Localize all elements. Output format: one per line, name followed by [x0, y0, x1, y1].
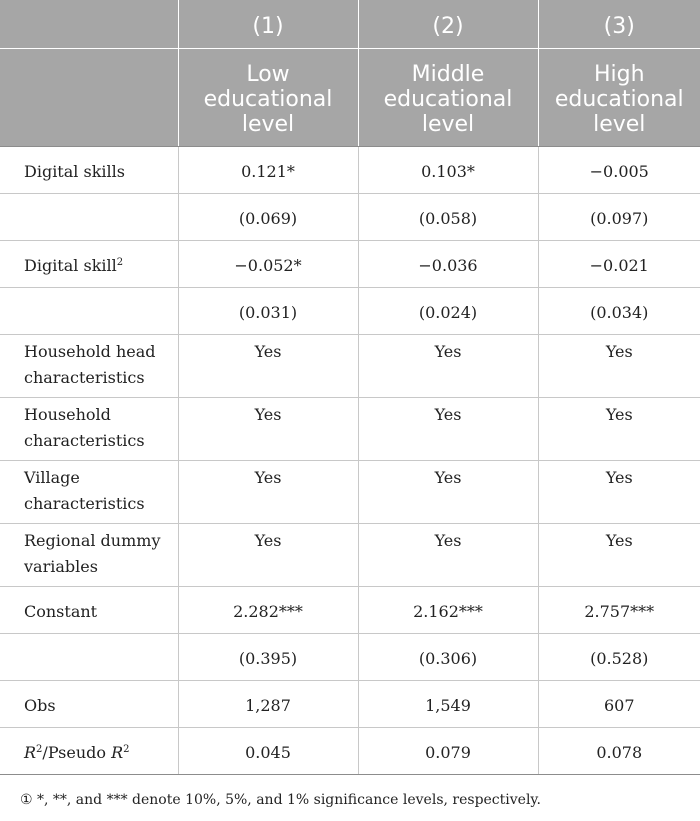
cell-value: Yes	[538, 524, 700, 587]
cell-value: 0.045	[178, 728, 358, 775]
table-row	[0, 524, 700, 587]
title-line: High	[593, 62, 645, 87]
cell-value: 1,549	[358, 681, 538, 728]
title-line: educational	[554, 87, 684, 112]
table-row	[0, 398, 700, 461]
title-line: educational	[383, 87, 513, 112]
table-row	[0, 194, 700, 241]
label-line: Regional dummy	[24, 531, 161, 550]
r-symbol: R	[24, 743, 37, 762]
superscript: 2	[36, 744, 43, 755]
cell-value: (0.034)	[538, 288, 700, 335]
row-label	[0, 524, 178, 587]
label-line: characteristics	[24, 368, 145, 387]
row-label: Constant	[0, 587, 178, 634]
cell-value: (0.306)	[358, 634, 538, 681]
title-line: level	[593, 112, 646, 137]
cell-value: (0.058)	[358, 194, 538, 241]
col-number-1: (1)	[178, 0, 358, 49]
cell-value: (0.024)	[358, 288, 538, 335]
cell-value: Yes	[178, 398, 358, 461]
cell-value: Yes	[358, 335, 538, 398]
label-line: characteristics	[24, 431, 145, 450]
table-row	[0, 461, 700, 524]
cell-value: Yes	[358, 398, 538, 461]
cell-value: −0.021	[538, 241, 700, 288]
cell-value: 0.078	[538, 728, 700, 775]
table-row	[0, 147, 700, 194]
cell-value: 1,287	[178, 681, 358, 728]
r-symbol: R	[111, 743, 124, 762]
label-line: characteristics	[24, 494, 145, 513]
col-title-low	[178, 49, 358, 147]
header-corner-2	[0, 49, 178, 147]
title-line: level	[241, 112, 295, 137]
cell-value: (0.395)	[178, 634, 358, 681]
table-row	[0, 288, 700, 335]
row-label	[0, 634, 178, 681]
cell-value: −0.052*	[178, 241, 358, 288]
title-line: level	[421, 112, 475, 137]
row-label	[0, 461, 178, 524]
cell-value: 0.121*	[178, 147, 358, 194]
table-row	[0, 634, 700, 681]
cell-value: 2.162***	[358, 587, 538, 634]
table-footnote: ① *, **, and *** denote 10%, 5%, and 1% significance levels, respectively.	[20, 792, 541, 808]
row-label	[0, 335, 178, 398]
header-row-numbers	[0, 0, 700, 49]
label-text: /Pseudo	[42, 743, 112, 762]
col-title-middle	[358, 49, 538, 147]
cell-value: −0.036	[358, 241, 538, 288]
label-line: Household head	[24, 342, 156, 361]
col-number-2: (2)	[358, 0, 538, 49]
cell-value: 0.079	[358, 728, 538, 775]
cell-value: Yes	[358, 524, 538, 587]
cell-value: Yes	[178, 335, 358, 398]
header-row-titles	[0, 49, 700, 147]
cell-value: 2.757***	[538, 587, 700, 634]
cell-value: (0.031)	[178, 288, 358, 335]
cell-value: 607	[538, 681, 700, 728]
cell-value: 2.282***	[178, 587, 358, 634]
label-line: Household	[24, 405, 111, 424]
label-line: variables	[24, 557, 98, 576]
table-row	[0, 587, 700, 634]
cell-value: Yes	[178, 461, 358, 524]
superscript: 2	[123, 744, 130, 755]
cell-value: Yes	[538, 398, 700, 461]
cell-value: (0.069)	[178, 194, 358, 241]
table-row	[0, 681, 700, 728]
cell-value: Yes	[178, 524, 358, 587]
col-number-3: (3)	[538, 0, 700, 49]
title-line: Low	[246, 62, 290, 87]
superscript: 2	[116, 257, 124, 268]
row-label-text: Digital skill	[24, 256, 117, 275]
row-label	[0, 194, 178, 241]
cell-value: Yes	[538, 335, 700, 398]
table-row	[0, 728, 700, 775]
row-label	[0, 398, 178, 461]
header-corner	[0, 0, 178, 49]
cell-value: Yes	[358, 461, 538, 524]
title-line: educational	[203, 87, 333, 112]
table-row	[0, 241, 700, 288]
table-row	[0, 335, 700, 398]
cell-value: (0.097)	[538, 194, 700, 241]
cell-value: −0.005	[538, 147, 700, 194]
cell-value: (0.528)	[538, 634, 700, 681]
row-label: Digital skills	[0, 147, 178, 194]
cell-value: 0.103*	[358, 147, 538, 194]
row-label	[0, 288, 178, 335]
row-label	[0, 241, 178, 288]
cell-value: Yes	[538, 461, 700, 524]
row-label: Obs	[0, 681, 178, 728]
row-label	[0, 728, 178, 775]
col-title-high	[538, 49, 700, 147]
title-line: Middle	[411, 62, 485, 87]
label-line: Village	[24, 468, 80, 487]
